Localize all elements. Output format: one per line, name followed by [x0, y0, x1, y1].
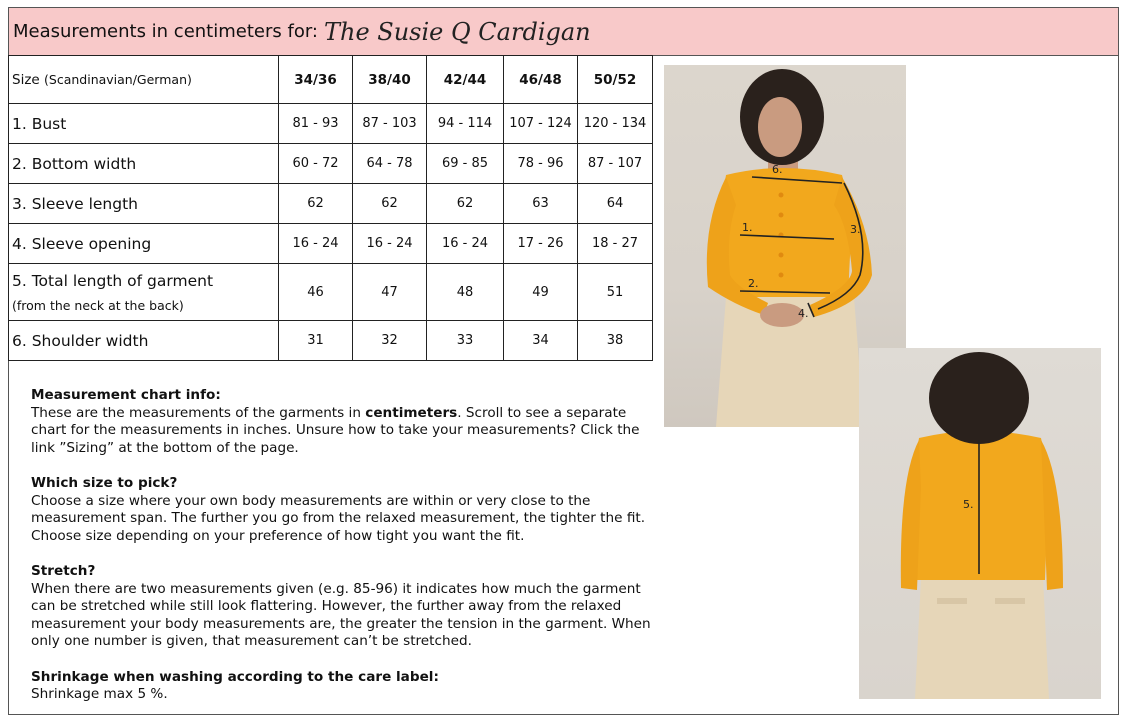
- table-cell: 64 - 78: [353, 144, 427, 184]
- back-photo: [859, 348, 1101, 699]
- cardigan-body-shape: [913, 431, 1049, 580]
- row-label: 4. Sleeve opening: [9, 224, 279, 264]
- measure-label-6: 6.: [772, 163, 783, 176]
- button-shape: [779, 273, 784, 278]
- chart-info-block: [31, 387, 661, 457]
- table-row: [9, 104, 653, 144]
- table-cell: 87 - 107: [578, 144, 653, 184]
- pocket-flap-shape: [937, 598, 967, 604]
- stretch-text: When there are two measurements given (e.g. 85-96) it indicates how much the garment can be stretched while still look flattering. However, the further away from the relaxed measurement your body measurements are, the greater the tension in the garment. When only one number is given, that measurement can’t be stretched.: [31, 580, 651, 650]
- product-name: The Susie Q Cardigan: [323, 17, 591, 46]
- size-label: Size: [12, 71, 40, 88]
- table-cell: 17 - 26: [504, 224, 578, 264]
- button-shape: [779, 253, 784, 258]
- table-row: [9, 144, 653, 184]
- shrinkage-text: Shrinkage max 5 %.: [31, 686, 168, 703]
- stretch-block: [31, 563, 661, 651]
- table-cell: 51: [578, 264, 653, 321]
- row-label: 2. Bottom width: [9, 144, 279, 184]
- title-bar: [8, 7, 1119, 56]
- chart-info-text-end: . Scroll to see a separate chart for the measurements in inches. Unsure how to take your measurements? Click the link ”Sizing” at the bottom of the page.: [31, 404, 640, 456]
- row-label: [9, 264, 279, 321]
- size-column-header: 38/40: [353, 56, 427, 104]
- table-cell: 31: [279, 321, 353, 361]
- table-row: [9, 184, 653, 224]
- table-cell: 62: [279, 184, 353, 224]
- pocket-flap-shape: [995, 598, 1025, 604]
- table-cell: 18 - 27: [578, 224, 653, 264]
- table-row: [9, 321, 653, 361]
- size-header-cell: [9, 56, 279, 104]
- chart-info-text-start: These are the measurements of the garments in: [31, 404, 366, 421]
- button-shape: [779, 193, 784, 198]
- table-cell: 69 - 85: [427, 144, 504, 184]
- hair-shape: [929, 352, 1029, 444]
- measurement-info: [31, 387, 661, 704]
- table-cell: 16 - 24: [427, 224, 504, 264]
- row-label-note: (from the neck at the back): [12, 297, 184, 313]
- table-cell: 33: [427, 321, 504, 361]
- size-pick-text: Choose a size where your own body measurements are within or very close to the measurement span. The further you go from the relaxed measurement, the tighter the fit. Choose size depending on your preference of how tight you want the fit.: [31, 492, 646, 544]
- table-cell: 46: [279, 264, 353, 321]
- button-shape: [779, 213, 784, 218]
- table-cell: 87 - 103: [353, 104, 427, 144]
- size-note: (Scandinavian/German): [44, 71, 192, 87]
- table-cell: 62: [427, 184, 504, 224]
- cardigan-body-shape: [720, 168, 852, 297]
- size-column-header: 46/48: [504, 56, 578, 104]
- size-column-header: 34/36: [279, 56, 353, 104]
- measure-label-3: 3.: [850, 223, 861, 236]
- size-pick-heading: Which size to pick?: [31, 474, 178, 491]
- row-label-text: 5. Total length of garment: [12, 271, 214, 290]
- table-cell: 78 - 96: [504, 144, 578, 184]
- table-row: [9, 224, 653, 264]
- row-label: 3. Sleeve length: [9, 184, 279, 224]
- stretch-heading: Stretch?: [31, 562, 96, 579]
- measure-label-4: 4.: [798, 307, 809, 320]
- table-cell: 60 - 72: [279, 144, 353, 184]
- table-cell: 107 - 124: [504, 104, 578, 144]
- measure-label-5: 5.: [963, 498, 974, 511]
- shrinkage-heading: Shrinkage when washing according to the care label:: [31, 668, 439, 685]
- table-row: [9, 264, 653, 321]
- table-cell: 48: [427, 264, 504, 321]
- table-cell: 94 - 114: [427, 104, 504, 144]
- table-cell: 32: [353, 321, 427, 361]
- trousers-shape: [915, 578, 1049, 699]
- table-cell: 38: [578, 321, 653, 361]
- table-cell: 81 - 93: [279, 104, 353, 144]
- chart-info-heading: Measurement chart info:: [31, 387, 221, 403]
- title-lead: Measurements in centimeters for:: [13, 21, 318, 42]
- measurement-table: [8, 55, 653, 361]
- chart-info-emphasis: centimeters: [365, 404, 458, 421]
- table-cell: 16 - 24: [353, 224, 427, 264]
- measure-label-1: 1.: [742, 221, 753, 234]
- shrinkage-block: [31, 669, 661, 704]
- size-column-header: 50/52: [578, 56, 653, 104]
- back-model-illustration: [859, 348, 1101, 699]
- measure-label-2: 2.: [748, 277, 759, 290]
- table-cell: 62: [353, 184, 427, 224]
- row-label: 1. Bust: [9, 104, 279, 144]
- table-header-row: [9, 56, 653, 104]
- table-cell: 120 - 134: [578, 104, 653, 144]
- table-cell: 34: [504, 321, 578, 361]
- table-cell: 64: [578, 184, 653, 224]
- table-cell: 49: [504, 264, 578, 321]
- size-pick-block: [31, 475, 661, 545]
- size-column-header: 42/44: [427, 56, 504, 104]
- table-cell: 16 - 24: [279, 224, 353, 264]
- table-cell: 47: [353, 264, 427, 321]
- table-cell: 63: [504, 184, 578, 224]
- row-label: 6. Shoulder width: [9, 321, 279, 361]
- face-shape: [758, 97, 802, 157]
